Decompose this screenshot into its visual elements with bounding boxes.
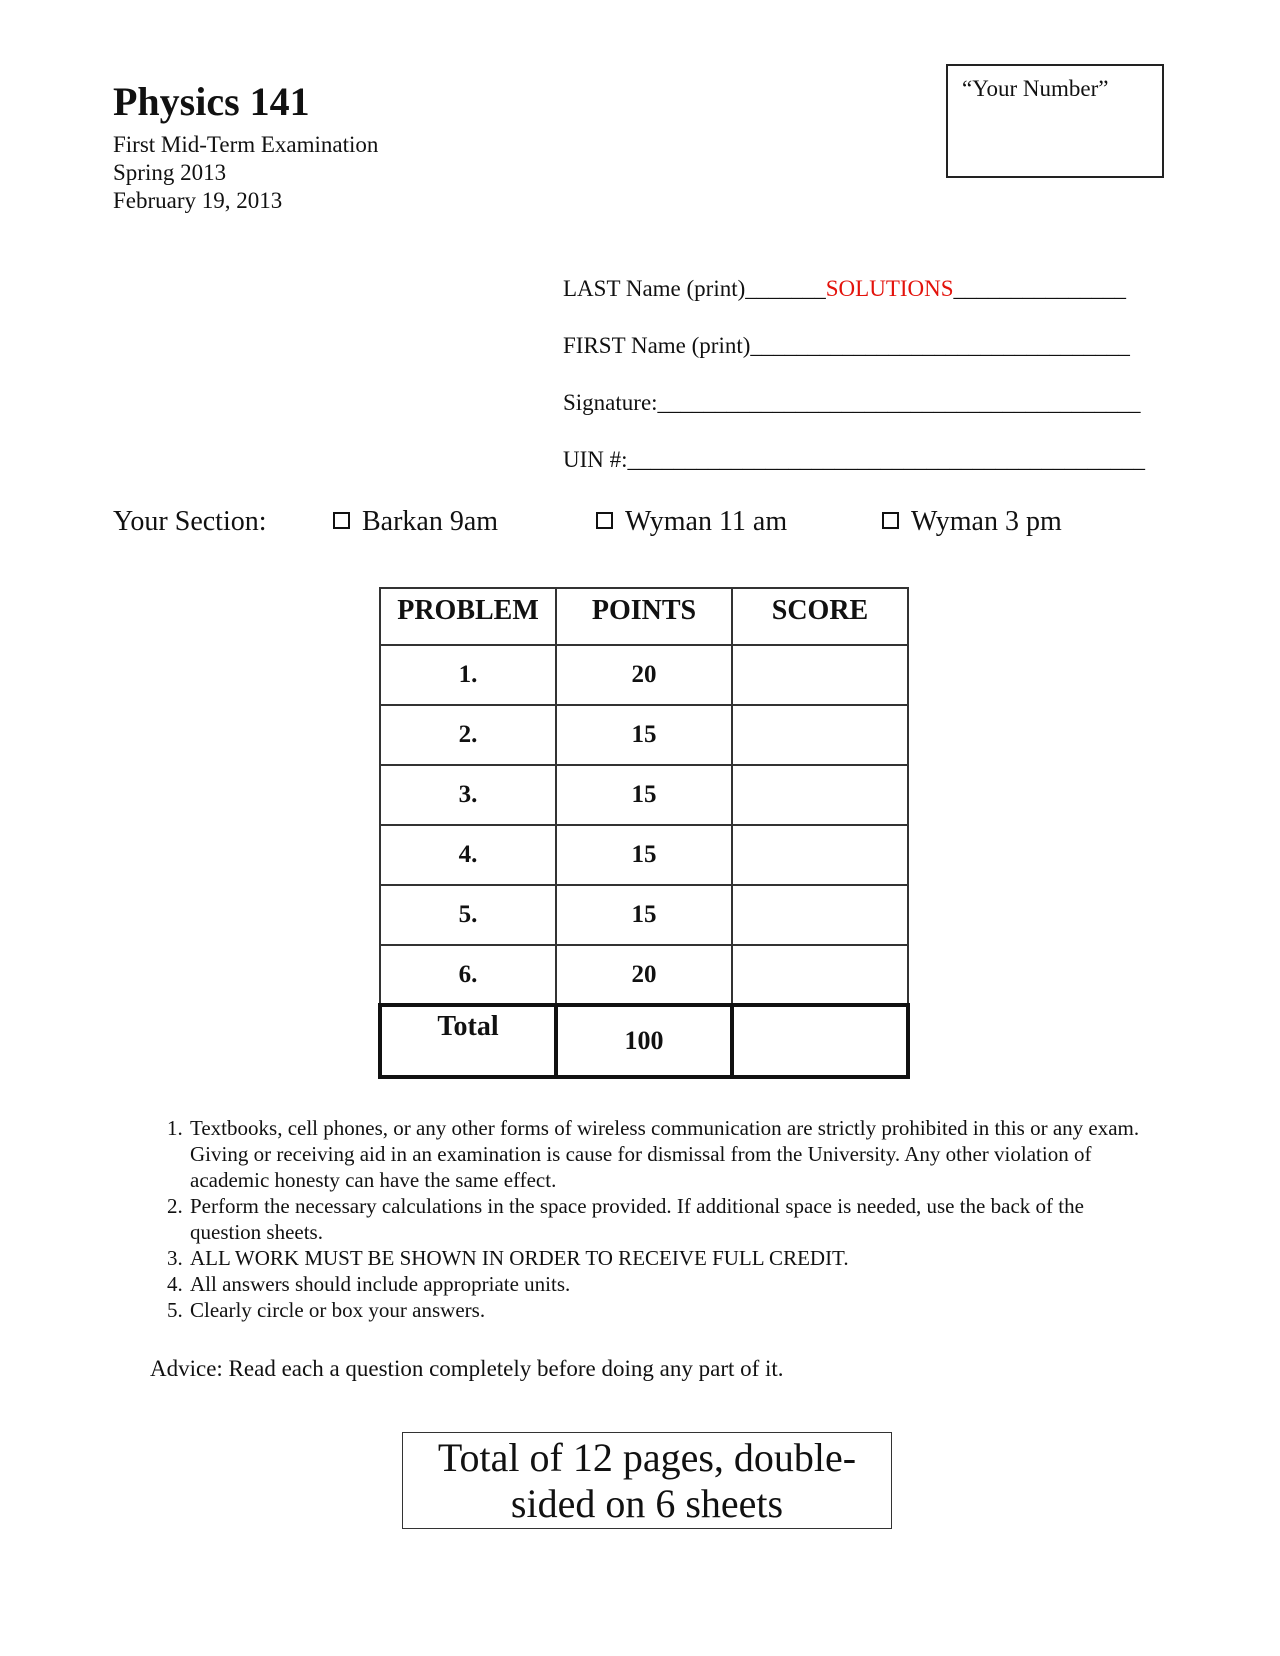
table-header-row xyxy=(380,588,908,645)
first-name-field[interactable]: FIRST Name (print)_________________________________ xyxy=(563,333,1130,358)
list-item: 5. Clearly circle or box your answers. xyxy=(188,1297,1148,1323)
problem-number: 1. xyxy=(380,645,556,705)
page-count-line1: Total of 12 pages, double- xyxy=(437,1435,857,1480)
table-row xyxy=(380,765,908,825)
uin-field[interactable]: UIN #:_____________________________________________ xyxy=(563,447,1146,472)
problem-number: 2. xyxy=(380,705,556,765)
problem-points: 15 xyxy=(556,825,732,885)
exam-date: February 19, 2013 xyxy=(113,188,283,213)
checkbox-icon[interactable] xyxy=(882,512,899,529)
your-number-box[interactable] xyxy=(946,64,1164,178)
score-cell[interactable] xyxy=(732,825,908,885)
page-count-line2: sided on 6 sheets xyxy=(510,1481,784,1526)
problem-points: 15 xyxy=(556,765,732,825)
last-name-underline: _______________ xyxy=(953,276,1127,301)
exam-name: First Mid-Term Examination xyxy=(113,132,379,157)
score-table xyxy=(378,587,910,1079)
course-title: Physics 141 xyxy=(113,79,310,124)
problem-points: 15 xyxy=(556,705,732,765)
list-item: 4. All answers should include appropriate units. xyxy=(188,1271,1148,1297)
section-option-label: Wyman 11 am xyxy=(625,506,788,537)
table-row xyxy=(380,945,908,1005)
score-cell[interactable] xyxy=(732,945,908,1005)
checkbox-icon[interactable] xyxy=(333,512,350,529)
section-option-wyman-3[interactable] xyxy=(882,506,1062,538)
table-row xyxy=(380,645,908,705)
problem-number: 4. xyxy=(380,825,556,885)
exam-term: Spring 2013 xyxy=(113,160,227,185)
total-label: Total xyxy=(380,1005,556,1077)
section-label: Your Section: xyxy=(113,506,267,537)
score-cell[interactable] xyxy=(732,885,908,945)
header-points: POINTS xyxy=(556,588,732,645)
problem-number: 6. xyxy=(380,945,556,1005)
total-score-cell[interactable] xyxy=(732,1005,908,1077)
total-points: 100 xyxy=(556,1005,732,1077)
problem-number: 5. xyxy=(380,885,556,945)
list-item: 1. Textbooks, cell phones, or any other forms of wireless communication are strictly prohibited in this or any exam. Giving or receiving aid in an examination is cause for dismissal from the University. Any other violation of academic honesty can have the same effect. xyxy=(188,1115,1148,1193)
advice-text: Advice: Read each a question completely before doing any part of it. xyxy=(150,1356,784,1381)
header-score: SCORE xyxy=(732,588,908,645)
checkbox-icon[interactable] xyxy=(596,512,613,529)
section-option-barkan[interactable] xyxy=(333,506,498,538)
section-option-label: Wyman 3 pm xyxy=(911,506,1062,537)
last-name-label: LAST Name (print)_______ xyxy=(563,276,826,301)
header-problem: PROBLEM xyxy=(380,588,556,645)
table-total-row xyxy=(380,1005,908,1077)
list-item: 2. Perform the necessary calculations in the space provided. If additional space is needed, use the back of the question sheets. xyxy=(188,1193,1148,1245)
score-cell[interactable] xyxy=(732,765,908,825)
list-item: 3. ALL WORK MUST BE SHOWN IN ORDER TO RECEIVE FULL CREDIT. xyxy=(188,1245,1148,1271)
problem-points: 15 xyxy=(556,885,732,945)
problem-points: 20 xyxy=(556,645,732,705)
your-number-label: “Your Number” xyxy=(962,76,1109,101)
section-option-wyman-11[interactable] xyxy=(596,506,787,538)
page-count-box xyxy=(402,1432,892,1529)
table-row xyxy=(380,705,908,765)
exam-rules-list xyxy=(148,1115,1148,1323)
last-name-value: SOLUTIONS xyxy=(825,276,954,301)
problem-points: 20 xyxy=(556,945,732,1005)
table-row xyxy=(380,885,908,945)
score-cell[interactable] xyxy=(732,705,908,765)
table-row xyxy=(380,825,908,885)
problem-number: 3. xyxy=(380,765,556,825)
section-option-label: Barkan 9am xyxy=(362,506,499,537)
last-name-field[interactable] xyxy=(563,276,1126,302)
score-cell[interactable] xyxy=(732,645,908,705)
signature-field[interactable]: Signature:__________________________________________ xyxy=(563,390,1141,415)
